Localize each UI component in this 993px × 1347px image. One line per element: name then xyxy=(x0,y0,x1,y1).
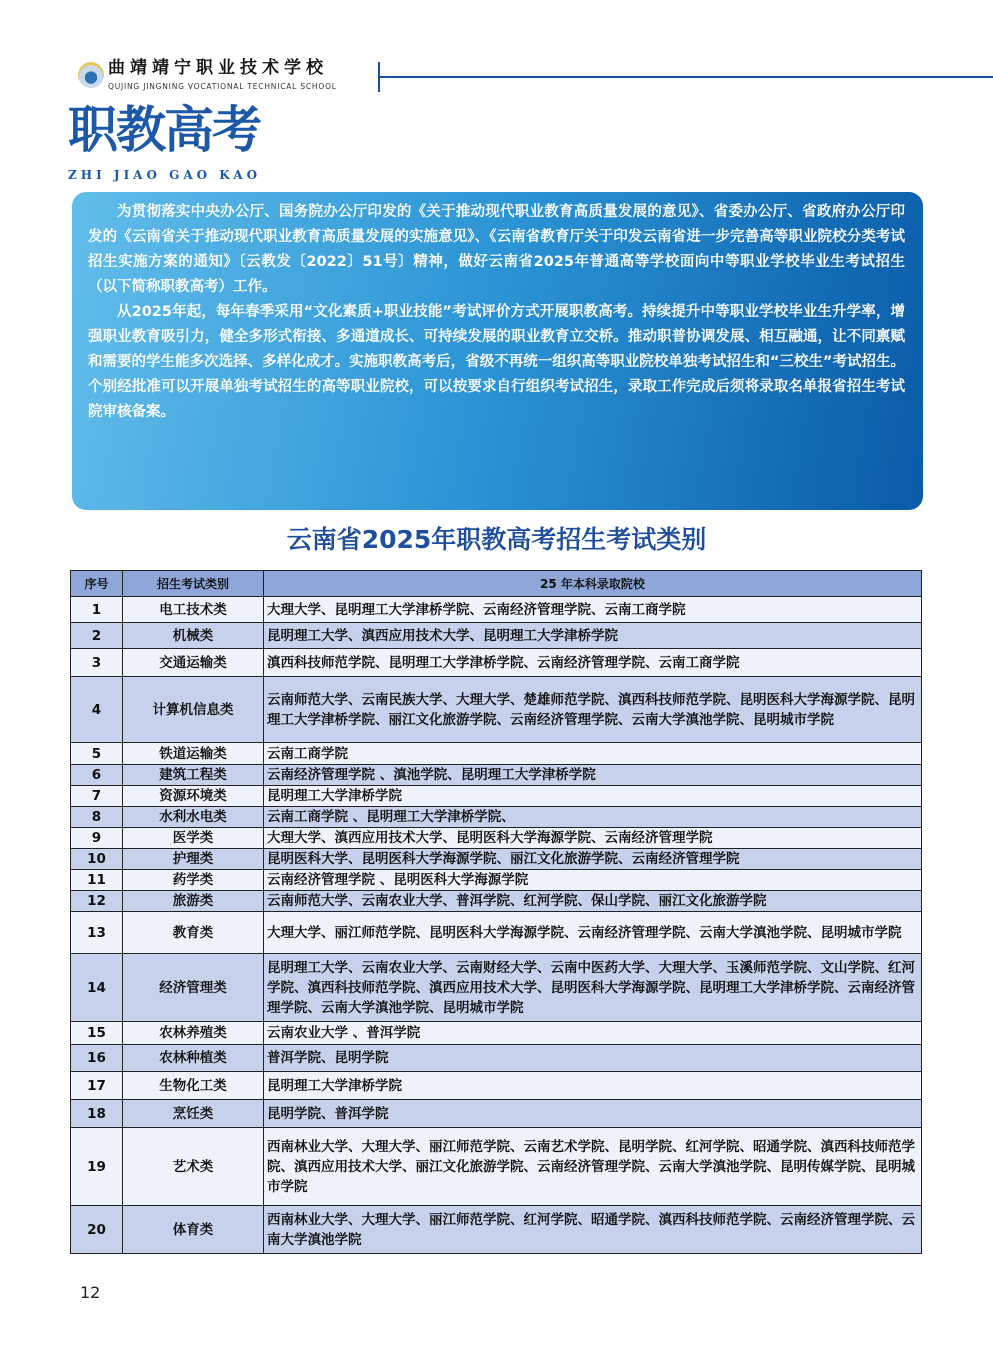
row-schools: 大理大学、丽江师范学院、昆明医科大学海源学院、云南经济管理学院、云南大学滇池学院、昆明城市学院 xyxy=(264,912,922,954)
row-index: 2 xyxy=(71,623,123,649)
row-schools: 昆明理工大学、云南农业大学、云南财经大学、云南中医药大学、大理大学、玉溪师范学院、文山学院、红河学院、滇西科技师范学院、滇西应用技术大学、昆明医科大学海源学院、昆明理工大学津桥学院、云南经济管理学院、云南大学滇池学院、昆明城市学院 xyxy=(264,954,922,1022)
row-category: 电工技术类 xyxy=(123,597,264,623)
row-index: 10 xyxy=(71,849,123,870)
row-category: 烹饪类 xyxy=(123,1100,264,1128)
row-schools: 西南林业大学、大理大学、丽江师范学院、红河学院、昭通学院、滇西科技师范学院、云南经济管理学院、云南大学滇池学院 xyxy=(264,1206,922,1254)
row-schools: 大理大学、昆明理工大学津桥学院、云南经济管理学院、云南工商学院 xyxy=(264,597,922,623)
intro-paragraph-1: 为贯彻落实中央办公厅、国务院办公厅印发的《关于推动现代职业教育高质量发展的意见》、省委办公厅、省政府办公厅印发的《云南省关于推动现代职业教育高质量发展的实施意见》、《云南省教育厅关于印发云南省进一步完善高等职业院校分类考试招生实施方案的通知》〔云教发〔2022〕51号〕精神，做好云南省2025年普通高等学校面向中等职业学校毕业生考试招生（以下简称职教高考）工作。 xyxy=(88,204,905,295)
table-row xyxy=(71,849,922,870)
row-index: 15 xyxy=(71,1022,123,1045)
table-row xyxy=(71,870,922,891)
row-category: 护理类 xyxy=(123,849,264,870)
header-category: 招生考试类别 xyxy=(123,571,264,597)
row-schools: 滇西科技师范学院、昆明理工大学津桥学院、云南经济管理学院、云南工商学院 xyxy=(264,649,922,677)
school-name-cn: 曲靖靖宁职业技术学校 xyxy=(108,58,328,78)
row-index: 1 xyxy=(71,597,123,623)
row-index: 12 xyxy=(71,891,123,912)
table-row xyxy=(71,1045,922,1072)
row-category: 艺术类 xyxy=(123,1128,264,1206)
row-category: 铁道运输类 xyxy=(123,743,264,765)
header-schools: 25 年本科录取院校 xyxy=(264,571,922,597)
row-category: 机械类 xyxy=(123,623,264,649)
row-index: 17 xyxy=(71,1072,123,1100)
row-category: 农林养殖类 xyxy=(123,1022,264,1045)
table-row xyxy=(71,765,922,786)
row-index: 3 xyxy=(71,649,123,677)
header-index: 序号 xyxy=(71,571,123,597)
intro-paragraph-2: 从2025年起，每年春季采用“文化素质+职业技能”考试评价方式开展职教高考。持续提升中等职业学校毕业生升学率，增强职业教育吸引力，健全多形式衔接、多通道成长、可持续发展的职业教育立交桥。推动职普协调发展、相互融通，让不同禀赋和需要的学生能多次选择、多样化成才。实施职教高考后，省级不再统一组织高等职业院校单独考试招生和“三校生”考试招生。个别经批准可以开展单独考试招生的高等职业院校，可以按要求自行组织考试招生，录取工作完成后须将录取名单报省招生考试院审核备案。 xyxy=(88,304,905,420)
row-category: 旅游类 xyxy=(123,891,264,912)
table-row xyxy=(71,954,922,1022)
row-category: 建筑工程类 xyxy=(123,765,264,786)
row-category: 资源环境类 xyxy=(123,786,264,807)
row-category: 生物化工类 xyxy=(123,1072,264,1100)
row-category: 体育类 xyxy=(123,1206,264,1254)
table-title: 云南省2025年职教高考招生考试类别 xyxy=(286,525,707,554)
row-category: 教育类 xyxy=(123,912,264,954)
row-index: 13 xyxy=(71,912,123,954)
row-index: 8 xyxy=(71,807,123,828)
row-index: 16 xyxy=(71,1045,123,1072)
school-name-en: QUJING JINGNING VOCATIONAL TECHNICAL SCHOOL xyxy=(108,82,337,91)
row-index: 19 xyxy=(71,1128,123,1206)
table-row xyxy=(71,912,922,954)
row-schools: 昆明学院、普洱学院 xyxy=(264,1100,922,1128)
row-index: 5 xyxy=(71,743,123,765)
table-row xyxy=(71,743,922,765)
row-index: 6 xyxy=(71,765,123,786)
row-schools: 云南经济管理学院 、昆明医科大学海源学院 xyxy=(264,870,922,891)
row-index: 4 xyxy=(71,677,123,743)
row-category: 交通运输类 xyxy=(123,649,264,677)
row-category: 农林种植类 xyxy=(123,1045,264,1072)
table-row xyxy=(71,1072,922,1100)
row-index: 7 xyxy=(71,786,123,807)
table-row xyxy=(71,1100,922,1128)
row-schools: 昆明理工大学津桥学院 xyxy=(264,786,922,807)
row-schools: 云南农业大学 、普洱学院 xyxy=(264,1022,922,1045)
row-schools: 云南工商学院 xyxy=(264,743,922,765)
table-row xyxy=(71,786,922,807)
section-title: 职教高考 xyxy=(68,100,260,159)
table-row xyxy=(71,891,922,912)
row-schools: 西南林业大学、大理大学、丽江师范学院、云南艺术学院、昆明学院、红河学院、昭通学院、滇西科技师范学院、滇西应用技术大学、丽江文化旅游学院、云南经济管理学院、云南大学滇池学院、昆明传媒学院、昆明城市学院 xyxy=(264,1128,922,1206)
school-logo xyxy=(78,62,104,88)
table-row xyxy=(71,828,922,849)
row-index: 11 xyxy=(71,870,123,891)
row-schools: 昆明医科大学、昆明医科大学海源学院、丽江文化旅游学院、云南经济管理学院 xyxy=(264,849,922,870)
row-index: 9 xyxy=(71,828,123,849)
table-row xyxy=(71,649,922,677)
table-row xyxy=(71,1022,922,1045)
row-category: 水利水电类 xyxy=(123,807,264,828)
row-schools: 昆明理工大学津桥学院 xyxy=(264,1072,922,1100)
row-schools: 昆明理工大学、滇西应用技术大学、昆明理工大学津桥学院 xyxy=(264,623,922,649)
table-row xyxy=(71,1206,922,1254)
row-category: 经济管理类 xyxy=(123,954,264,1022)
section-subtitle: ZHI JIAO GAO KAO xyxy=(68,168,262,182)
row-schools: 云南工商学院 、昆明理工大学津桥学院、 xyxy=(264,807,922,828)
row-index: 18 xyxy=(71,1100,123,1128)
table-row xyxy=(71,1128,922,1206)
row-schools: 大理大学、滇西应用技术大学、昆明医科大学海源学院、云南经济管理学院 xyxy=(264,828,922,849)
table-row xyxy=(71,677,922,743)
table-row xyxy=(71,623,922,649)
table-header-row xyxy=(71,571,922,597)
row-schools: 云南经济管理学院 、滇池学院、昆明理工大学津桥学院 xyxy=(264,765,922,786)
table-row xyxy=(71,807,922,828)
row-index: 20 xyxy=(71,1206,123,1254)
intro-box xyxy=(72,192,923,510)
row-schools: 普洱学院、昆明学院 xyxy=(264,1045,922,1072)
row-category: 计算机信息类 xyxy=(123,677,264,743)
row-category: 药学类 xyxy=(123,870,264,891)
row-category: 医学类 xyxy=(123,828,264,849)
header-rule xyxy=(380,76,993,78)
row-index: 14 xyxy=(71,954,123,1022)
row-schools: 云南师范大学、云南民族大学、大理大学、楚雄师范学院、滇西科技师范学院、昆明医科大学海源学院、昆明理工大学津桥学院、丽江文化旅游学院、云南经济管理学院、云南大学滇池学院、昆明城市学院 xyxy=(264,677,922,743)
page-number: 12 xyxy=(80,1283,101,1302)
table-row xyxy=(71,597,922,623)
row-schools: 云南师范大学、云南农业大学、普洱学院、红河学院、保山学院、丽江文化旅游学院 xyxy=(264,891,922,912)
admission-table xyxy=(70,570,922,1254)
